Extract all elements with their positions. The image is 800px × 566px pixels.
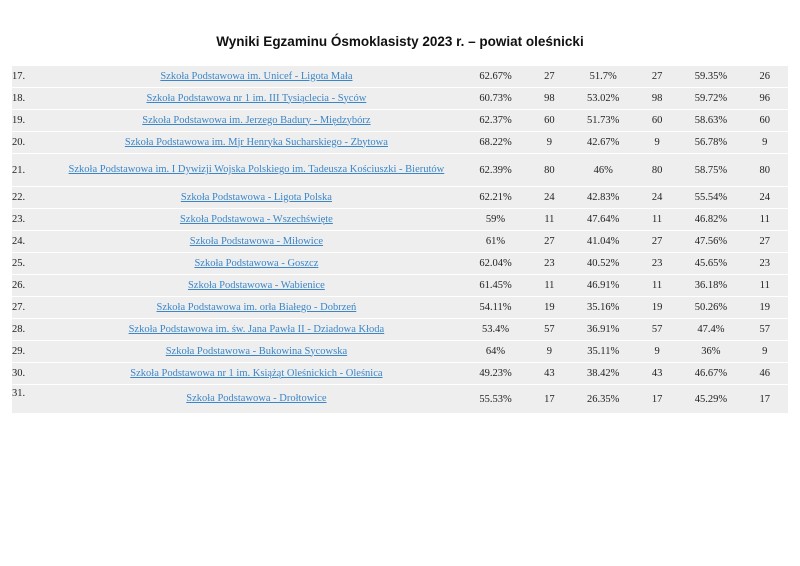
value-cell: 11 — [634, 275, 680, 297]
school-link[interactable]: Szkoła Podstawowa im. Jerzego Badury - Międzybórz — [142, 114, 371, 126]
value-cell: 19 — [634, 297, 680, 319]
value-cell: 68.22% — [465, 132, 526, 154]
school-link[interactable]: Szkoła Podstawowa - Wabienice — [187, 279, 325, 291]
value-cell: 57 — [526, 319, 572, 341]
school-name-cell — [48, 187, 465, 209]
row-number: 24. — [12, 231, 48, 253]
value-cell: 59.72% — [680, 88, 741, 110]
school-link[interactable]: Szkoła Podstawowa im. Mjr Henryka Sucharskiego - Zbytowa — [124, 136, 388, 148]
school-name-cell — [48, 297, 465, 319]
school-link[interactable]: Szkoła Podstawowa - Goszcz — [194, 257, 319, 269]
school-link[interactable]: Szkoła Podstawowa im. św. Jana Pawła II - Dziadowa Kłoda — [128, 323, 385, 335]
value-cell: 42.83% — [573, 187, 634, 209]
school-name-cell — [48, 319, 465, 341]
value-cell: 96 — [742, 88, 788, 110]
value-cell: 61.45% — [465, 275, 526, 297]
value-cell: 17 — [742, 385, 788, 414]
value-cell: 58.75% — [680, 154, 741, 187]
value-cell: 45.29% — [680, 385, 741, 414]
school-link[interactable]: Szkoła Podstawowa im. Unicef - Ligota Mała — [160, 70, 353, 82]
value-cell: 60 — [634, 110, 680, 132]
value-cell: 80 — [634, 154, 680, 187]
value-cell: 26 — [742, 66, 788, 88]
value-cell: 60.73% — [465, 88, 526, 110]
value-cell: 61% — [465, 231, 526, 253]
school-link[interactable]: Szkoła Podstawowa - Wszechświęte — [179, 213, 333, 225]
value-cell: 17 — [526, 385, 572, 414]
value-cell: 46.67% — [680, 363, 741, 385]
value-cell: 23 — [526, 253, 572, 275]
table-row — [12, 209, 788, 231]
value-cell: 60 — [526, 110, 572, 132]
value-cell: 35.16% — [573, 297, 634, 319]
value-cell: 62.39% — [465, 154, 526, 187]
row-number: 29. — [12, 341, 48, 363]
value-cell: 27 — [634, 231, 680, 253]
value-cell: 17 — [634, 385, 680, 414]
value-cell: 80 — [526, 154, 572, 187]
row-number: 17. — [12, 66, 48, 88]
table-row — [12, 231, 788, 253]
value-cell: 62.04% — [465, 253, 526, 275]
school-name-cell — [48, 363, 465, 385]
row-number: 30. — [12, 363, 48, 385]
value-cell: 98 — [526, 88, 572, 110]
table-row — [12, 253, 788, 275]
row-number: 22. — [12, 187, 48, 209]
value-cell: 45.65% — [680, 253, 741, 275]
value-cell: 35.11% — [573, 341, 634, 363]
value-cell: 24 — [634, 187, 680, 209]
row-number: 28. — [12, 319, 48, 341]
value-cell: 57 — [742, 319, 788, 341]
value-cell: 9 — [634, 341, 680, 363]
value-cell: 47.4% — [680, 319, 741, 341]
value-cell: 54.11% — [465, 297, 526, 319]
value-cell: 60 — [742, 110, 788, 132]
value-cell: 80 — [742, 154, 788, 187]
value-cell: 49.23% — [465, 363, 526, 385]
table-row — [12, 297, 788, 319]
value-cell: 46.91% — [573, 275, 634, 297]
value-cell: 98 — [634, 88, 680, 110]
school-link[interactable]: Szkoła Podstawowa nr 1 im. Książąt Oleśnickich - Oleśnica — [130, 367, 383, 379]
value-cell: 50.26% — [680, 297, 741, 319]
value-cell: 36.18% — [680, 275, 741, 297]
value-cell: 9 — [634, 132, 680, 154]
value-cell: 42.67% — [573, 132, 634, 154]
value-cell: 9 — [742, 132, 788, 154]
value-cell: 36% — [680, 341, 741, 363]
row-number: 19. — [12, 110, 48, 132]
table-row — [12, 132, 788, 154]
value-cell: 58.63% — [680, 110, 741, 132]
value-cell: 57 — [634, 319, 680, 341]
table-row — [12, 110, 788, 132]
value-cell: 26.35% — [573, 385, 634, 414]
value-cell: 27 — [526, 66, 572, 88]
school-link[interactable]: Szkoła Podstawowa - Drołtowice — [186, 393, 327, 404]
value-cell: 23 — [634, 253, 680, 275]
table-row — [12, 187, 788, 209]
table-row — [12, 88, 788, 110]
value-cell: 47.64% — [573, 209, 634, 231]
value-cell: 62.37% — [465, 110, 526, 132]
table-row — [12, 363, 788, 385]
value-cell: 36.91% — [573, 319, 634, 341]
value-cell: 11 — [526, 209, 572, 231]
value-cell: 43 — [526, 363, 572, 385]
row-number: 27. — [12, 297, 48, 319]
row-number: 25. — [12, 253, 48, 275]
results-table — [12, 66, 788, 414]
school-name-cell — [48, 231, 465, 253]
row-number: 18. — [12, 88, 48, 110]
value-cell: 53.02% — [573, 88, 634, 110]
value-cell: 55.54% — [680, 187, 741, 209]
value-cell: 27 — [634, 66, 680, 88]
value-cell: 47.56% — [680, 231, 741, 253]
school-name-cell — [48, 154, 465, 187]
value-cell: 59.35% — [680, 66, 741, 88]
value-cell: 55.53% — [465, 385, 526, 414]
school-link[interactable]: Szkoła Podstawowa im. orła Białego - Dobrzeń — [156, 301, 357, 313]
value-cell: 62.21% — [465, 187, 526, 209]
value-cell: 23 — [742, 253, 788, 275]
value-cell: 11 — [742, 275, 788, 297]
value-cell: 11 — [742, 209, 788, 231]
row-number: 23. — [12, 209, 48, 231]
value-cell: 24 — [526, 187, 572, 209]
value-cell: 27 — [742, 231, 788, 253]
value-cell: 27 — [526, 231, 572, 253]
value-cell: 9 — [742, 341, 788, 363]
value-cell: 62.67% — [465, 66, 526, 88]
value-cell: 53.4% — [465, 319, 526, 341]
value-cell: 40.52% — [573, 253, 634, 275]
school-link[interactable]: Szkoła Podstawowa - Ligota Polska — [180, 191, 332, 203]
value-cell: 64% — [465, 341, 526, 363]
school-link[interactable]: Szkoła Podstawowa - Bukowina Sycowska — [165, 345, 348, 357]
value-cell: 51.73% — [573, 110, 634, 132]
table-row — [12, 385, 788, 414]
school-name-cell — [48, 132, 465, 154]
school-link[interactable]: Szkoła Podstawowa - Miłowice — [189, 235, 324, 247]
value-cell: 43 — [634, 363, 680, 385]
value-cell: 9 — [526, 341, 572, 363]
school-name-cell — [48, 275, 465, 297]
value-cell: 46 — [742, 363, 788, 385]
page-title: Wyniki Egzaminu Ósmoklasisty 2023 r. – powiat oleśnicki — [216, 34, 584, 49]
table-row — [12, 341, 788, 363]
value-cell: 19 — [742, 297, 788, 319]
value-cell: 11 — [526, 275, 572, 297]
school-name-cell — [48, 253, 465, 275]
value-cell: 59% — [465, 209, 526, 231]
value-cell: 56.78% — [680, 132, 741, 154]
table-row — [12, 275, 788, 297]
school-name-cell — [48, 88, 465, 110]
table-row — [12, 66, 788, 88]
value-cell: 11 — [634, 209, 680, 231]
value-cell: 9 — [526, 132, 572, 154]
value-cell: 46.82% — [680, 209, 741, 231]
value-cell: 46% — [573, 154, 634, 187]
school-link[interactable]: Szkoła Podstawowa im. I Dywizji Wojska Polskiego im. Tadeusza Kościuszki - Bierutów — [68, 164, 445, 175]
value-cell: 38.42% — [573, 363, 634, 385]
value-cell: 51.7% — [573, 66, 634, 88]
row-number: 20. — [12, 132, 48, 154]
row-number: 31. — [12, 385, 48, 414]
value-cell: 24 — [742, 187, 788, 209]
school-name-cell — [48, 209, 465, 231]
row-number: 21. — [12, 154, 48, 187]
school-name-cell — [48, 66, 465, 88]
school-link[interactable]: Szkoła Podstawowa nr 1 im. III Tysiąclecia - Syców — [146, 92, 367, 104]
school-name-cell — [48, 385, 465, 414]
table-row — [12, 319, 788, 341]
value-cell: 19 — [526, 297, 572, 319]
table-row — [12, 154, 788, 187]
value-cell: 41.04% — [573, 231, 634, 253]
school-name-cell — [48, 110, 465, 132]
row-number: 26. — [12, 275, 48, 297]
school-name-cell — [48, 341, 465, 363]
